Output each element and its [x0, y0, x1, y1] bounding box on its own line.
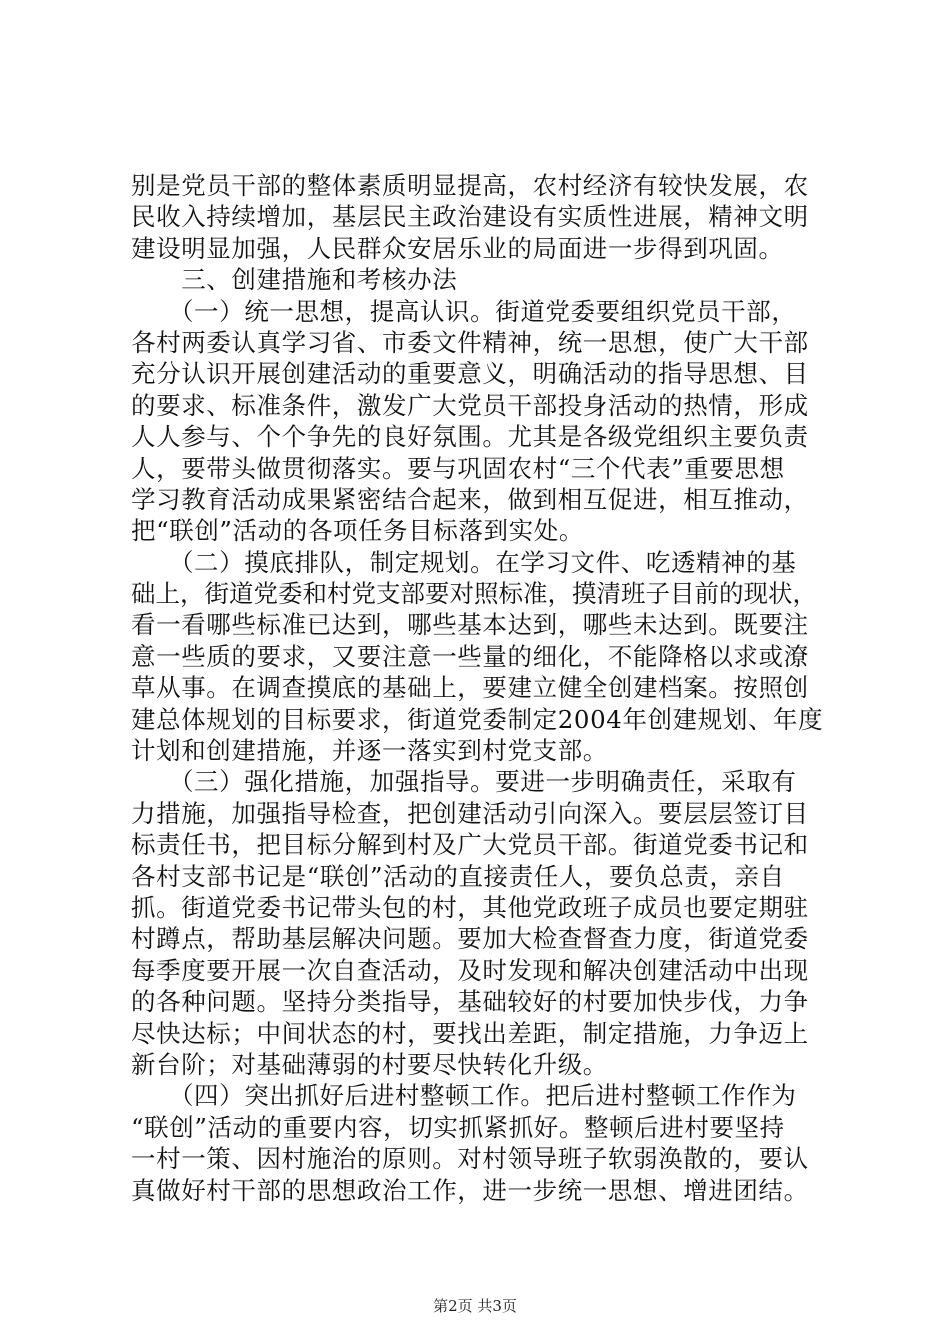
text-line: 力措施，加强指导检查，把创建活动引向深入。要层层签订目	[131, 798, 809, 828]
page-number-footer: 第2页 共3页	[433, 1297, 517, 1315]
document-body	[131, 170, 827, 1206]
text-line: 把“联创”活动的各项任务目标落到实处。	[131, 516, 584, 546]
text-line: （一）统一思想，提高认识。街道党委要组织党员干部，	[131, 296, 797, 326]
text-line: 新台阶；对基础薄弱的村要尽快转化升级。	[131, 1049, 608, 1079]
text-line: 抓。街道党委书记带头包的村，其他党政班子成员也要定期驻	[131, 892, 809, 922]
text-line: 民收入持续增加，基层民主政治建设有实质性进展，精神文明	[131, 202, 809, 232]
text-line: （二）摸底排队，制定规划。在学习文件、吃透精神的基	[131, 547, 797, 577]
text-line: 草从事。在调查摸底的基础上，要建立健全创建档案。按照创	[131, 673, 809, 703]
text-line: 的各种问题。坚持分类指导，基础较好的村要加快步伐，力争	[131, 987, 809, 1017]
text-line: 别是党员干部的整体素质明显提高，农村经济有较快发展，农	[131, 171, 809, 200]
text-line: 各村支部书记是“联创”活动的直接责任人，要负总责，亲自	[131, 861, 785, 891]
text-line: 村蹲点，帮助基层解决问题。要加大检查督查力度，街道党委	[131, 924, 809, 954]
text-line: 人人参与、个个争先的良好氛围。尤其是各级党组织主要负责	[131, 422, 809, 452]
text-line: 尽快达标；中间状态的村，要找出差距，制定措施，力争迈上	[131, 1018, 809, 1048]
text-line: 础上，街道党委和村党支部要对照标准，摸清班子目前的现状，	[131, 579, 817, 609]
text-line: 建总体规划的目标要求，街道党委制定2004年创建规划、年度	[131, 704, 824, 734]
text-line: 标责任书，把目标分解到村及广大党员干部。街道党委书记和	[131, 830, 809, 860]
section-heading: 三、创建措施和考核办法	[131, 265, 458, 295]
text-line: 充分认识开展创建活动的重要意义，明确活动的指导思想、目	[131, 359, 809, 389]
text-line: （四）突出抓好后进村整顿工作。把后进村整顿工作作为	[131, 1081, 797, 1111]
text-line: 的要求、标准条件，激发广大党员干部投身活动的热情，形成	[131, 390, 809, 420]
text-line: 真做好村干部的思想政治工作，进一步统一思想、增进团结。	[131, 1175, 809, 1205]
text-line: “联创”活动的重要内容，切实抓紧抓好。整顿后进村要坚持	[131, 1112, 785, 1142]
text-line: 建设明显加强，人民群众安居乐业的局面进一步得到巩固。	[131, 233, 784, 263]
text-line: 每季度要开展一次自查活动，及时发现和解决创建活动中出现	[131, 955, 809, 985]
text-line: 计划和创建措施，并逐一落实到村党支部。	[131, 736, 608, 766]
text-line: 各村两委认真学习省、市委文件精神，统一思想，使广大干部	[131, 327, 809, 357]
text-line: 学习教育活动成果紧密结合起来，做到相互促进，相互推动，	[131, 484, 809, 514]
text-line: 人，要带头做贯彻落实。要与巩固农村“三个代表”重要思想	[131, 453, 785, 483]
text-line: 意一些质的要求，又要注意一些量的细化，不能降格以求或潦	[131, 641, 809, 671]
text-line: 看一看哪些标准已达到，哪些基本达到，哪些未达到。既要注	[131, 610, 809, 640]
text-line: 一村一策、因村施治的原则。对村领导班子软弱涣散的，要认	[131, 1144, 809, 1174]
text-line: （三）强化措施，加强指导。要进一步明确责任，采取有	[131, 767, 797, 797]
